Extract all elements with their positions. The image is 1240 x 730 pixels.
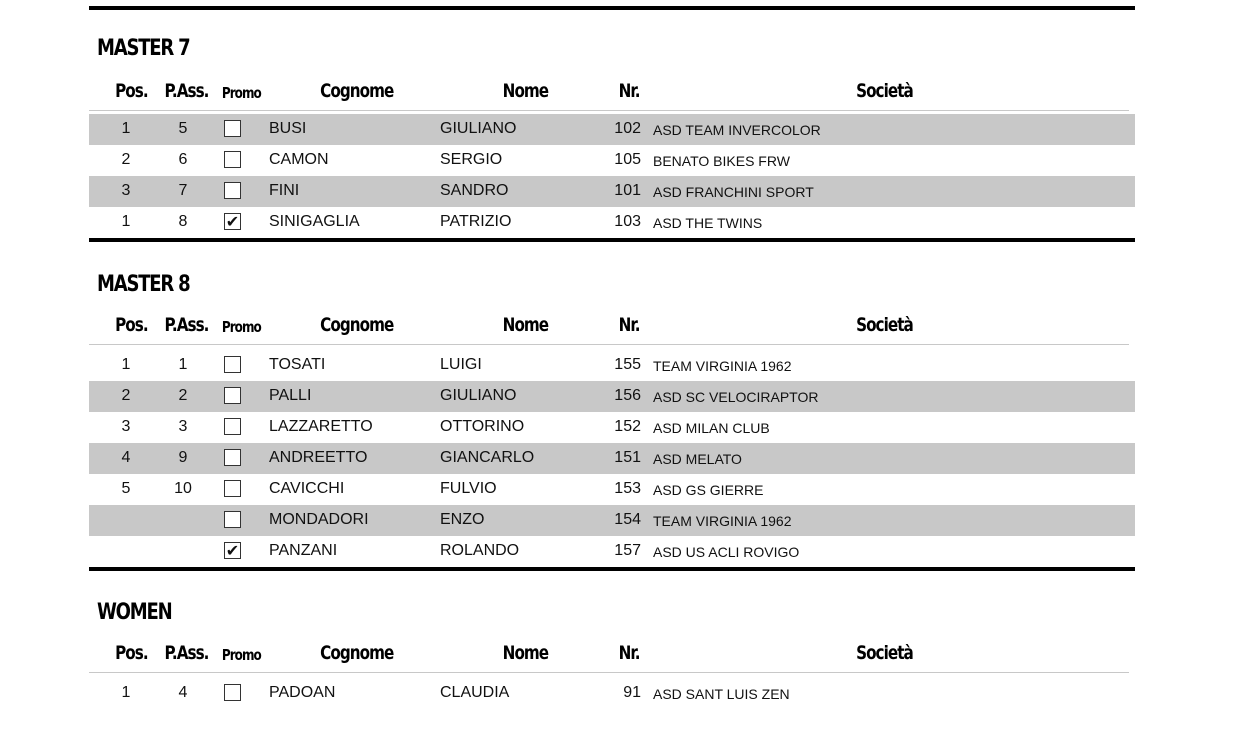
- position-cell: 3: [121, 418, 131, 435]
- column-header: [89, 76, 1129, 111]
- surname-cell: BUSI: [269, 120, 307, 137]
- club-cell: ASD SANT LUIS ZEN: [653, 686, 790, 702]
- col-promo: Promo: [221, 646, 261, 664]
- surname-cell: PADOAN: [269, 684, 336, 701]
- name-cell: GIULIANO: [440, 120, 517, 137]
- club-cell: ASD FRANCHINI SPORT: [653, 184, 814, 200]
- surname-cell: FINI: [269, 182, 300, 199]
- results-rows: [89, 350, 1135, 567]
- section-women: [89, 600, 1135, 730]
- promo-checkbox[interactable]: [224, 151, 241, 168]
- col-cognome: Cognome: [320, 642, 394, 664]
- section-master-7: [89, 36, 1135, 248]
- bib-number-cell: 155: [614, 356, 641, 373]
- results-rows: [89, 114, 1135, 238]
- pass-number-cell: 5: [178, 120, 188, 137]
- pass-number-cell: 6: [178, 151, 188, 168]
- bib-number-cell: 103: [614, 213, 641, 230]
- name-cell: SERGIO: [440, 151, 503, 168]
- surname-cell: CAVICCHI: [269, 480, 345, 497]
- col-pass: P.Ass.: [164, 314, 209, 336]
- table-row: [89, 505, 1135, 536]
- col-nome: Nome: [502, 642, 549, 664]
- bib-number-cell: 105: [614, 151, 641, 168]
- position-cell: 5: [121, 480, 131, 497]
- pass-number-cell: 2: [178, 387, 188, 404]
- section-end-rule: [89, 567, 1135, 571]
- bib-number-cell: 91: [623, 684, 641, 701]
- club-cell: BENATO BIKES FRW: [653, 153, 790, 169]
- promo-checkbox[interactable]: [224, 480, 241, 497]
- table-row: [89, 381, 1135, 412]
- bib-number-cell: 153: [614, 480, 641, 497]
- top-rule: [89, 6, 1135, 10]
- table-row: [89, 412, 1135, 443]
- col-nr: Nr.: [618, 314, 640, 336]
- name-cell: GIULIANO: [440, 387, 517, 404]
- pass-number-cell: 1: [178, 356, 188, 373]
- col-pos: Pos.: [115, 314, 148, 336]
- table-row: [89, 678, 1135, 709]
- column-header: [89, 310, 1129, 345]
- name-cell: PATRIZIO: [440, 213, 512, 230]
- table-row: [89, 145, 1135, 176]
- checkmark-icon: ✔: [225, 212, 240, 231]
- promo-checkbox[interactable]: [224, 356, 241, 373]
- surname-cell: PANZANI: [269, 542, 338, 559]
- col-nr: Nr.: [618, 80, 640, 102]
- surname-cell: SINIGAGLIA: [269, 213, 360, 230]
- bib-number-cell: 152: [614, 418, 641, 435]
- promo-checkbox[interactable]: [224, 120, 241, 137]
- promo-checkbox[interactable]: [224, 387, 241, 404]
- promo-checkbox[interactable]: [224, 542, 241, 559]
- position-cell: 1: [121, 213, 131, 230]
- name-cell: GIANCARLO: [440, 449, 535, 466]
- surname-cell: TOSATI: [269, 356, 326, 373]
- section-title: MASTER 8: [97, 272, 190, 297]
- table-row: [89, 114, 1135, 145]
- col-pos: Pos.: [115, 642, 148, 664]
- club-cell: ASD MELATO: [653, 451, 742, 467]
- position-cell: 1: [121, 356, 131, 373]
- club-cell: ASD GS GIERRE: [653, 482, 764, 498]
- col-societa: Società: [856, 314, 913, 336]
- table-row: [89, 207, 1135, 238]
- promo-checkbox[interactable]: [224, 449, 241, 466]
- table-row: [89, 474, 1135, 505]
- surname-cell: MONDADORI: [269, 511, 369, 528]
- table-row: [89, 350, 1135, 381]
- position-cell: 4: [121, 449, 131, 466]
- name-cell: CLAUDIA: [440, 684, 510, 701]
- surname-cell: PALLI: [269, 387, 312, 404]
- col-societa: Società: [856, 80, 913, 102]
- table-row: [89, 443, 1135, 474]
- club-cell: ASD SC VELOCIRAPTOR: [653, 389, 819, 405]
- section-title: WOMEN: [97, 600, 172, 625]
- col-societa: Società: [856, 642, 913, 664]
- promo-checkbox[interactable]: [224, 418, 241, 435]
- promo-checkbox[interactable]: [224, 511, 241, 528]
- club-cell: ASD THE TWINS: [653, 215, 763, 231]
- position-cell: 3: [121, 182, 131, 199]
- table-row: [89, 176, 1135, 207]
- position-cell: 2: [121, 387, 131, 404]
- club-cell: ASD US ACLI ROVIGO: [653, 544, 800, 560]
- club-cell: ASD MILAN CLUB: [653, 420, 770, 436]
- bib-number-cell: 156: [614, 387, 641, 404]
- checkmark-icon: ✔: [225, 541, 240, 560]
- club-cell: ASD TEAM INVERCOLOR: [653, 122, 821, 138]
- name-cell: LUIGI: [440, 356, 482, 373]
- table-row: [89, 536, 1135, 567]
- col-cognome: Cognome: [320, 80, 394, 102]
- col-nr: Nr.: [618, 642, 640, 664]
- col-nome: Nome: [502, 314, 549, 336]
- surname-cell: CAMON: [269, 151, 329, 168]
- col-cognome: Cognome: [320, 314, 394, 336]
- column-header: [89, 638, 1129, 673]
- promo-checkbox[interactable]: [224, 684, 241, 701]
- promo-checkbox[interactable]: [224, 213, 241, 230]
- club-cell: TEAM VIRGINIA 1962: [653, 358, 792, 374]
- name-cell: OTTORINO: [440, 418, 525, 435]
- col-pass: P.Ass.: [164, 642, 209, 664]
- surname-cell: ANDREETTO: [269, 449, 368, 466]
- pass-number-cell: 7: [178, 182, 188, 199]
- bib-number-cell: 102: [614, 120, 641, 137]
- pass-number-cell: 3: [178, 418, 188, 435]
- name-cell: ENZO: [440, 511, 485, 528]
- bib-number-cell: 101: [614, 182, 641, 199]
- bib-number-cell: 157: [614, 542, 641, 559]
- surname-cell: LAZZARETTO: [269, 418, 373, 435]
- section-end-rule: [89, 238, 1135, 242]
- pass-number-cell: 4: [178, 684, 188, 701]
- position-cell: 1: [121, 684, 131, 701]
- pass-number-cell: 10: [174, 480, 192, 497]
- pass-number-cell: 9: [178, 449, 188, 466]
- col-pass: P.Ass.: [164, 80, 209, 102]
- pass-number-cell: 8: [178, 213, 188, 230]
- name-cell: FULVIO: [440, 480, 497, 497]
- section-title: MASTER 7: [97, 36, 190, 61]
- promo-checkbox[interactable]: [224, 182, 241, 199]
- bib-number-cell: 154: [614, 511, 641, 528]
- name-cell: SANDRO: [440, 182, 509, 199]
- col-nome: Nome: [502, 80, 549, 102]
- name-cell: ROLANDO: [440, 542, 520, 559]
- col-promo: Promo: [221, 84, 261, 102]
- club-cell: TEAM VIRGINIA 1962: [653, 513, 792, 529]
- position-cell: 1: [121, 120, 131, 137]
- section-master-8: [89, 272, 1135, 576]
- col-pos: Pos.: [115, 80, 148, 102]
- bib-number-cell: 151: [614, 449, 641, 466]
- col-promo: Promo: [221, 318, 261, 336]
- position-cell: 2: [121, 151, 131, 168]
- results-rows: [89, 678, 1135, 709]
